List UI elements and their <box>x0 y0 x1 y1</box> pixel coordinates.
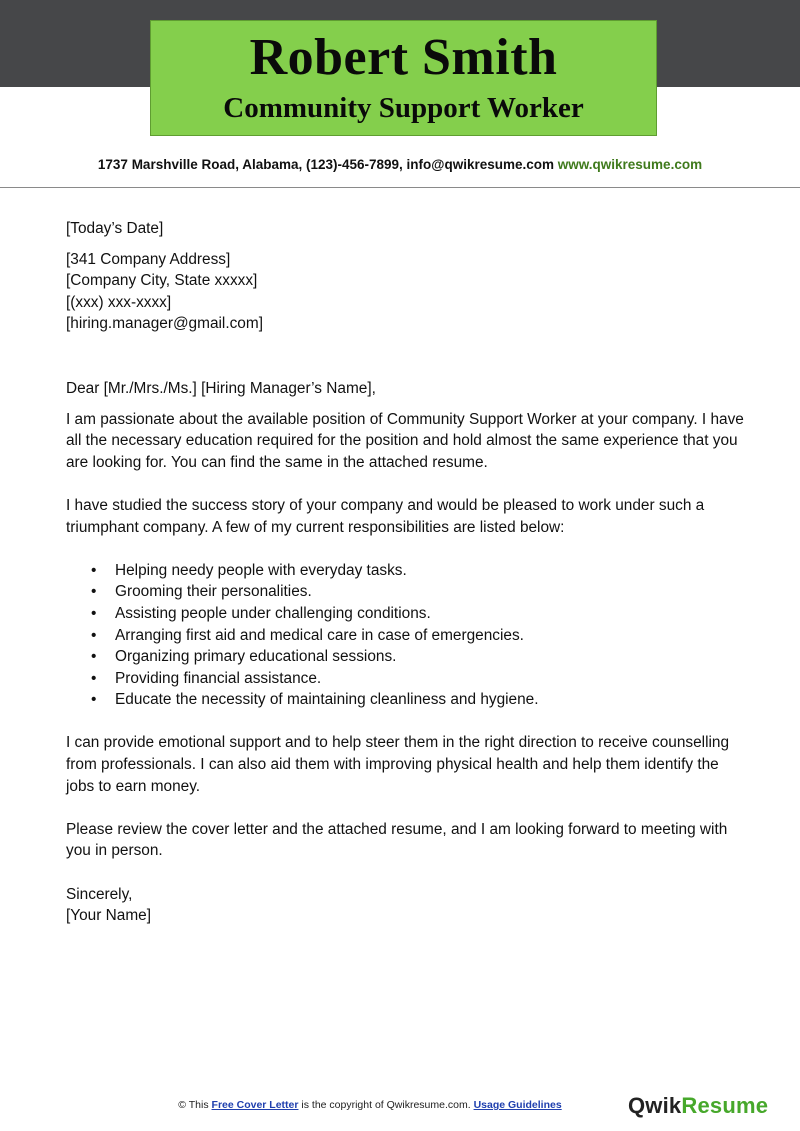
header-divider <box>0 187 800 188</box>
list-item <box>91 603 746 625</box>
list-item-text: Assisting people under challenging conditions. <box>115 604 431 622</box>
contact-line <box>0 157 800 172</box>
logo-part-qwik: Qwik <box>628 1093 682 1118</box>
list-item-text: Grooming their personalities. <box>115 583 312 601</box>
website-link[interactable]: www.qwikresume.com <box>557 157 703 172</box>
list-item-text: Providing financial assistance. <box>115 669 322 687</box>
address-line: [341 Company Address] <box>66 250 231 268</box>
list-item <box>91 560 746 582</box>
paragraph-responsibilities-intro: I have studied the success story of your company and would be pleased to work under such a triumphant company. A few of my current responsibilities are listed below: <box>66 496 705 536</box>
footer-prefix: © This <box>178 1099 209 1111</box>
name-box <box>150 20 657 136</box>
bullet-icon: • <box>91 691 97 709</box>
list-item <box>91 689 746 711</box>
contact-details: 1737 Marshville Road, Alabama, (123)-456-7899, info@qwikresume.com <box>97 157 555 172</box>
closing: Sincerely, <box>66 885 133 903</box>
salutation: Dear [Mr./Mrs./Ms.] [Hiring Manager’s Name], <box>66 379 376 397</box>
paragraph-closing: Please review the cover letter and the attached resume, and I am looking forward to meeting with you in person. <box>66 820 728 860</box>
usage-guidelines-link[interactable]: Usage Guidelines <box>473 1099 562 1111</box>
list-item <box>91 625 746 647</box>
address-line: [Company City, State xxxxx] <box>66 272 258 290</box>
letter-date: [Today’s Date] <box>66 220 164 237</box>
candidate-name: Robert Smith <box>249 29 558 86</box>
free-cover-letter-link[interactable]: Free Cover Letter <box>211 1099 299 1111</box>
paragraph-support: I can provide emotional support and to help steer them in the right direction to receive counselling from professionals. I can also aid them with improving physical health and help them identify the jobs to earn money. <box>66 734 730 795</box>
footer-middle: is the copyright of Qwikresume.com. <box>301 1099 471 1111</box>
job-title: Community Support Worker <box>223 92 584 124</box>
bullet-icon: • <box>91 648 97 666</box>
bullet-icon: • <box>91 669 97 687</box>
list-item-text: Helping needy people with everyday tasks. <box>115 561 407 579</box>
address-line: [(xxx) xxx-xxxx] <box>66 293 172 311</box>
signature: [Your Name] <box>66 907 151 925</box>
list-item-text: Educate the necessity of maintaining cleanliness and hygiene. <box>115 691 539 709</box>
address-line: [hiring.manager@gmail.com] <box>66 315 263 333</box>
bullet-icon: • <box>91 626 97 644</box>
list-item <box>91 668 746 690</box>
list-item <box>91 646 746 668</box>
bullet-icon: • <box>91 561 97 579</box>
paragraph-intro: I am passionate about the available position of Community Support Worker at your company. I have all the necessary education required for the position and hold almost the same experience that you are looking for. You can find the same in the attached resume. <box>66 410 744 471</box>
responsibilities-list <box>66 560 746 711</box>
logo-part-resume: Resume <box>681 1093 769 1118</box>
list-item-text: Organizing primary educational sessions. <box>115 648 397 666</box>
list-item-text: Arranging first aid and medical care in case of emergencies. <box>115 626 524 644</box>
qwikresume-logo <box>628 1093 768 1119</box>
list-item <box>91 581 746 603</box>
bullet-icon: • <box>91 604 97 622</box>
letter-body <box>66 218 746 927</box>
bullet-icon: • <box>91 583 97 601</box>
